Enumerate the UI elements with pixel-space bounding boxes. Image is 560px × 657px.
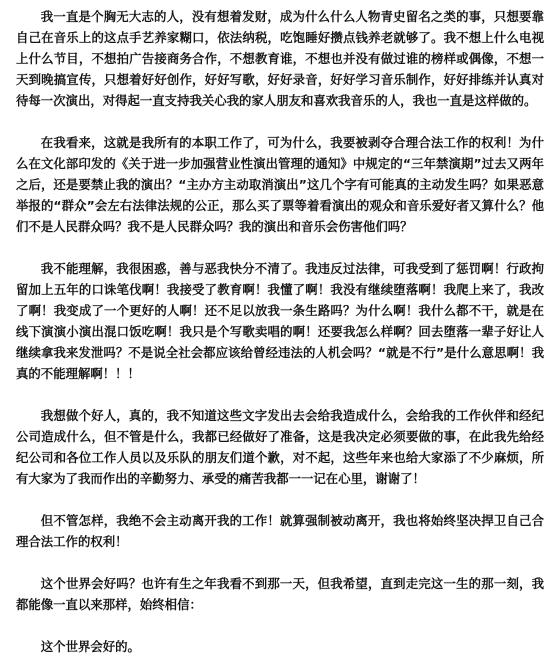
- paragraph: 我一直是个胸无大志的人，没有想着发财，成为什么什么人物青史留名之类的事，只想要靠自己在音乐上的这点手艺养家糊口，依法纳税，吃饱睡好攒点钱养老就够了。我不想上什么电视上什么节目，不想拍广告接商务合作，不想教育谁，不想也并没有做过谁的榜样或偶像，不想一天到晚搞宣传，只想着好好创作，好好写歌，好好录音，好好学习音乐制作，好好排练并认真对待每一次演出，对得起一直支持我关心我的家人朋友和喜欢我音乐的人，我也一直是这样做的。: [16, 9, 544, 108]
- statement-document: [16, 6, 544, 657]
- paragraph: 但不管怎样，我绝不会主动离开我的工作！就算强制被动离开，我也将始终坚决捍卫自己合理合法工作的权利！: [16, 513, 544, 549]
- closing-line: 这个世界会好的。: [40, 639, 140, 654]
- paragraph: 我不能理解，我很困惑，善与恶我快分不清了。我违反过法律，可我受到了惩罚啊！行政拘留加上五年的口诛笔伐啊！我接受了教育啊！我懂了啊！我没有继续堕落啊！我爬上来了，我改了啊！我变成了一个更好的人啊！还不足以放我一条生路吗？为什么啊！我什么都不干，就是在线下演演小演出混口饭吃啊！我只是个写歌卖唱的啊！还要我怎么样啊？回去堕落一辈子好让人继续拿我来发泄吗？不是说全社会都应该给曾经违法的人机会吗？“就是不行”是什么意思啊！我真的不能理解啊！！！: [16, 261, 544, 381]
- paragraph: 我想做个好人，真的，我不知道这些文字发出去会给我造成什么，会给我的工作伙伴和经纪公司造成什么，但不管是什么，我都已经做好了准备，这是我决定必须要做的事，在此我先给经纪公司和各位工作人员以及乐队的朋友们道个歉，对不起，这些年来也给大家添了不少麻烦，所有大家为了我而作出的辛勤努力、承受的痛苦我都一一记在心里，谢谢了！: [16, 408, 544, 486]
- paragraph: 在我看来，这就是我所有的本职工作了，可为什么，我要被剥夺合理合法工作的权利！为什么在文化部印发的《关于进一步加强营业性演出管理的通知》中规定的“三年禁演期”过去又两年之后，还是要禁止我的演出？“主办方主动取消演出”这几个字有可能真的主动发生吗？如果恶意举报的“群众”会左右法律法规的公正，那么买了票等着看演出的观众和音乐爱好者又算什么？他们不是人民群众吗？我不是人民群众吗？我的演出和音乐会伤害他们吗？: [16, 135, 544, 234]
- paragraph: 这个世界会好吗？也许有生之年我看不到那一天，但我希望，直到走完这一生的那一刻，我都能像一直以来那样，始终相信：: [16, 576, 544, 612]
